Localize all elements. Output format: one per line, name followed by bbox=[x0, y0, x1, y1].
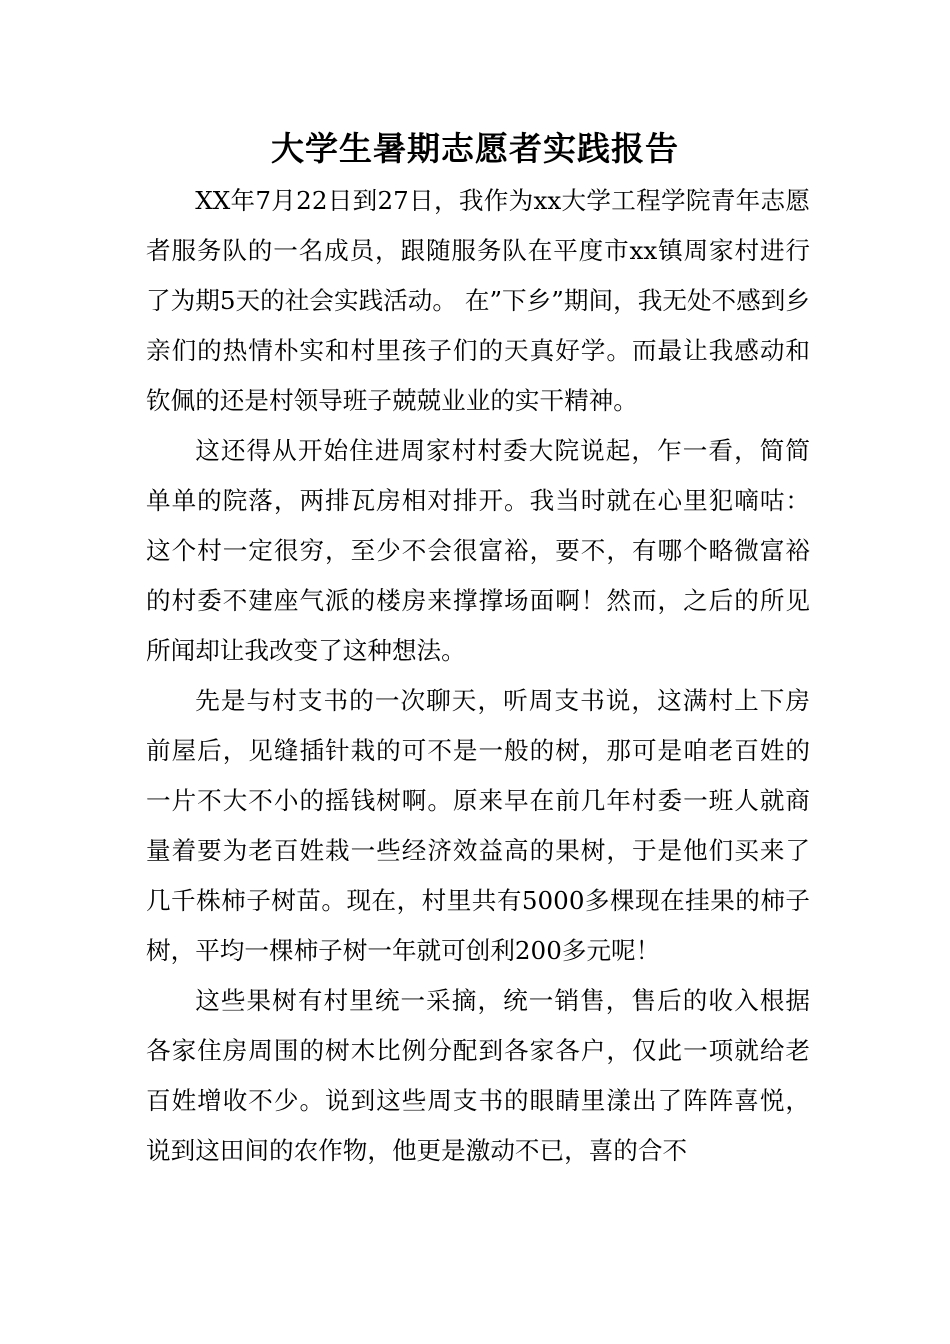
paragraph-1: XX年7月22日到27日，我作为xx大学工程学院青年志愿者服务队的一名成员，跟随服务队在平度市xx镇周家村进行了为期5天的社会实践活动。 在”下乡”期间，我无处不感到乡亲们的热情朴实和村里孩子们的天真好学。而最让我感动和钦佩的还是村领导班子兢兢业业的实干精神。 bbox=[146, 186, 810, 415]
paragraph-2: 这还得从开始住进周家村村委大院说起，乍一看，简简单单的院落，两排瓦房相对排开。我当时就在心里犯嘀咕：这个村一定很穷，至少不会很富裕，要不，有哪个略微富裕的村委不建座气派的楼房来撑撑场面啊！然而，之后的所见所闻却让我改变了这种想法。 bbox=[146, 436, 810, 665]
paragraph-3: 先是与村支书的一次聊天，听周支书说，这满村上下房前屋后，见缝插针栽的可不是一般的树，那可是咱老百姓的一片不大不小的摇钱树啊。原来早在前几年村委一班人就商量着要为老百姓栽一些经济效益高的果树，于是他们买来了几千株柿子树苗。现在，村里共有5000多棵现在挂果的柿子树，平均一棵柿子树一年就可创利200多元呢！ bbox=[146, 686, 810, 965]
document-title: 大学生暑期志愿者实践报告 bbox=[271, 129, 679, 168]
paragraph-4: 这些果树有村里统一采摘，统一销售，售后的收入根据各家住房周围的树木比例分配到各家各户，仅此一项就给老百姓增收不少。说到这些周支书的眼睛里漾出了阵阵喜悦，说到这田间的农作物，他更是激动不已，喜的合不 bbox=[146, 986, 810, 1165]
document-body bbox=[146, 176, 810, 1176]
